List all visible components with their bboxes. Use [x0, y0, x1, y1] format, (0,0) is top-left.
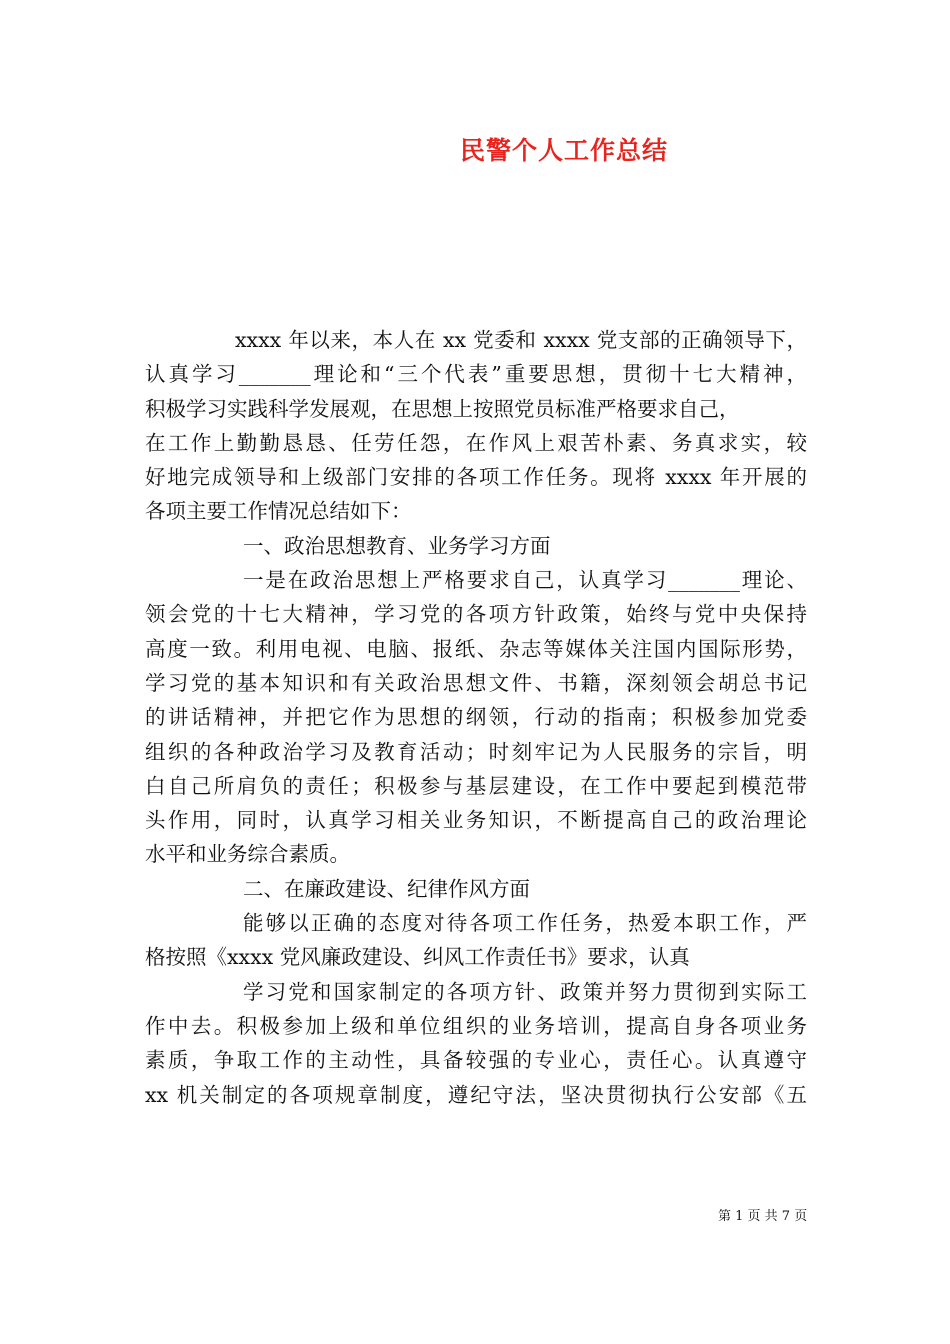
text-line: 能够以正确的态度对待各项工作任务，热爱本职工作，严: [243, 911, 807, 936]
text-line: 作中去。积极参加上级和单位组织的业务培训，提高自身各项业务: [145, 1013, 807, 1038]
body-text: [145, 323, 807, 1112]
text-line: 二、在廉政建设、纪律作风方面: [243, 876, 530, 901]
text-line: 头作用，同时，认真学习相关业务知识，不断提高自己的政治理论: [145, 808, 807, 833]
text-line: 一、政治思想教育、业务学习方面: [243, 533, 551, 558]
text-line: 素质，争取工作的主动性，具备较强的专业心，责任心。认真遵守: [145, 1048, 807, 1073]
text-line: 领会党的十七大精神，学习党的各项方针政策，始终与党中央保持: [145, 602, 807, 627]
text-line: 各项主要工作情况总结如下：: [145, 499, 412, 524]
page-number: 第 1 页 共 7 页: [718, 1209, 808, 1224]
text-line: 好地完成领导和上级部门安排的各项工作任务。现将 xxxx 年开展的: [145, 465, 807, 490]
text-line: 水平和业务综合素质。: [145, 842, 350, 867]
text-line: 学习党的基本知识和有关政治思想文件、书籍，深刻领会胡总书记: [145, 670, 807, 695]
text-line: xxxx 年以来，本人在 xx 党委和 xxxx 党支部的正确领导下，: [235, 328, 807, 352]
text-line: 的讲话精神，并把它作为思想的纲领，行动的指南；积极参加党委: [145, 705, 807, 730]
text-line: 一是在政治思想上严格要求自己，认真学习_______理论、: [243, 568, 807, 593]
text-line: 格按照《xxxx 党风廉政建设、纠风工作责任书》要求，认真: [145, 945, 690, 970]
text-line: xx 机关制定的各项规章制度，遵纪守法，坚决贯彻执行公安部《五: [145, 1082, 807, 1107]
text-line: 学习党和国家制定的各项方针、政策并努力贯彻到实际工: [243, 979, 807, 1004]
text-line: 认真学习_______理论和“三个代表”重要思想，贯彻十七大精神，: [145, 362, 807, 387]
text-line: 白自己所肩负的责任；积极参与基层建设，在工作中要起到模范带: [145, 773, 807, 798]
text-line: 组织的各种政治学习及教育活动；时刻牢记为人民服务的宗旨，明: [145, 739, 807, 764]
text-line: 在工作上勤勤恳恳、任劳任怨，在作风上艰苦朴素、务真求实，较: [145, 430, 807, 455]
text-line: 积极学习实践科学发展观，在思想上按照党员标准严格要求自己，: [145, 396, 740, 421]
page-title: 民警个人工作总结: [459, 136, 668, 165]
text-line: 高度一致。利用电视、电脑、报纸、杂志等媒体关注国内国际形势，: [145, 636, 807, 661]
